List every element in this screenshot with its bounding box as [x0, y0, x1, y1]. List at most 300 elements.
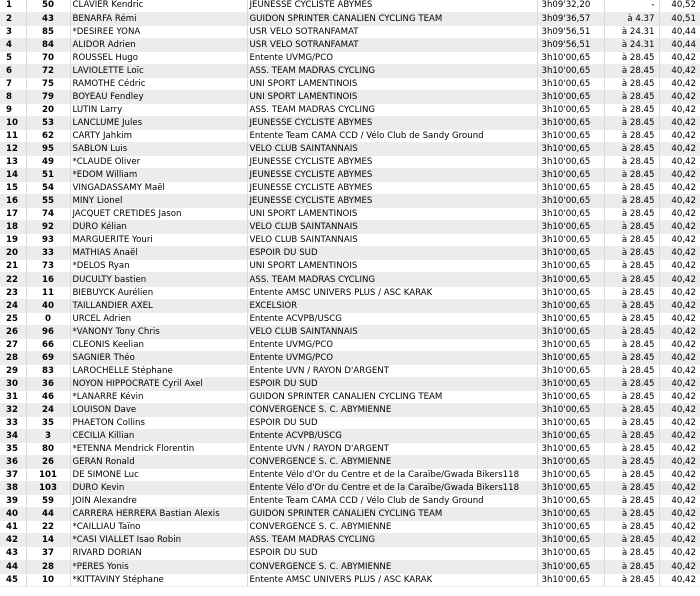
bib-cell: 103	[26, 482, 70, 495]
team-cell: CONVERGENCE S. C. ABYMIENNE	[247, 521, 537, 534]
rider-name-cell: LAVIOLETTE Loïc	[70, 64, 247, 77]
speed-cell: 40,42	[659, 260, 700, 273]
time-cell: 3h10'00,65	[537, 51, 604, 64]
rider-name-cell: SABLON Luis	[70, 143, 247, 156]
table-row	[0, 325, 700, 338]
rank-cell: 26	[0, 325, 26, 338]
speed-cell: 40,42	[659, 547, 700, 560]
table-row	[0, 64, 700, 77]
bib-cell: 22	[26, 521, 70, 534]
gap-cell: à 28.45	[604, 260, 659, 273]
rider-name-cell: GERAN Ronald	[70, 456, 247, 469]
speed-cell: 40,42	[659, 573, 700, 586]
team-cell: ASS. TEAM MADRAS CYCLING	[247, 103, 537, 116]
table-row	[0, 103, 700, 116]
rank-cell: 43	[0, 547, 26, 560]
table-row	[0, 547, 700, 560]
rank-cell: 40	[0, 508, 26, 521]
speed-cell: 40,42	[659, 169, 700, 182]
speed-cell: 40,42	[659, 390, 700, 403]
rider-name-cell: MINY Lionel	[70, 195, 247, 208]
team-cell: ASS. TEAM MADRAS CYCLING	[247, 273, 537, 286]
rank-cell: 5	[0, 51, 26, 64]
team-cell: Entente UVMG/PCO	[247, 351, 537, 364]
time-cell: 3h10'00,65	[537, 273, 604, 286]
time-cell: 3h10'00,65	[537, 417, 604, 430]
speed-cell: 40,42	[659, 64, 700, 77]
rider-name-cell: *LANARRE Kévin	[70, 390, 247, 403]
team-cell: VELO CLUB SAINTANNAIS	[247, 221, 537, 234]
table-row	[0, 390, 700, 403]
gap-cell: à 28.45	[604, 129, 659, 142]
gap-cell: à 28.45	[604, 247, 659, 260]
bib-cell: 83	[26, 364, 70, 377]
bib-cell: 43	[26, 12, 70, 25]
table-row	[0, 573, 700, 586]
team-cell: CONVERGENCE S. C. ABYMIENNE	[247, 560, 537, 573]
rank-cell: 44	[0, 560, 26, 573]
speed-cell: 40,42	[659, 443, 700, 456]
rank-cell: 1	[0, 0, 26, 12]
team-cell: JEUNESSE CYCLISTE ABYMES	[247, 0, 537, 12]
speed-cell: 40,42	[659, 338, 700, 351]
team-cell: ASS. TEAM MADRAS CYCLING	[247, 64, 537, 77]
rank-cell: 39	[0, 495, 26, 508]
rider-name-cell: DURO Kevin	[70, 482, 247, 495]
team-cell: VELO CLUB SAINTANNAIS	[247, 234, 537, 247]
rank-cell: 3	[0, 25, 26, 38]
bib-cell: 33	[26, 247, 70, 260]
bib-cell: 46	[26, 390, 70, 403]
table-row	[0, 273, 700, 286]
bib-cell: 62	[26, 129, 70, 142]
table-row	[0, 534, 700, 547]
speed-cell: 40,51	[659, 12, 700, 25]
rider-name-cell: ROUSSEL Hugo	[70, 51, 247, 64]
rank-cell: 7	[0, 77, 26, 90]
rider-name-cell: ALIDOR Adrien	[70, 38, 247, 51]
rider-name-cell: VINGADASSAMY Maël	[70, 182, 247, 195]
speed-cell: 40,42	[659, 143, 700, 156]
speed-cell: 40,42	[659, 364, 700, 377]
gap-cell: à 28.45	[604, 64, 659, 77]
time-cell: 3h09'36,57	[537, 12, 604, 25]
rank-cell: 38	[0, 482, 26, 495]
time-cell: 3h10'00,65	[537, 247, 604, 260]
table-row	[0, 129, 700, 142]
gap-cell: à 28.45	[604, 325, 659, 338]
rider-name-cell: TAILLANDIER AXEL	[70, 299, 247, 312]
rank-cell: 42	[0, 534, 26, 547]
rank-cell: 23	[0, 286, 26, 299]
time-cell: 3h10'00,65	[537, 299, 604, 312]
time-cell: 3h10'00,65	[537, 390, 604, 403]
speed-cell: 40,42	[659, 417, 700, 430]
gap-cell: à 28.45	[604, 312, 659, 325]
bib-cell: 51	[26, 169, 70, 182]
time-cell: 3h10'00,65	[537, 182, 604, 195]
rank-cell: 24	[0, 299, 26, 312]
gap-cell: -	[604, 0, 659, 12]
team-cell: Entente AMSC UNIVERS PLUS / ASC KARAK	[247, 286, 537, 299]
rider-name-cell: *VANONY Tony Chris	[70, 325, 247, 338]
table-row	[0, 469, 700, 482]
table-row	[0, 234, 700, 247]
gap-cell: à 28.45	[604, 573, 659, 586]
bib-cell: 101	[26, 469, 70, 482]
team-cell: CONVERGENCE S. C. ABYMIENNE	[247, 403, 537, 416]
gap-cell: à 28.45	[604, 390, 659, 403]
rank-cell: 12	[0, 143, 26, 156]
time-cell: 3h09'56,51	[537, 38, 604, 51]
speed-cell: 40,42	[659, 377, 700, 390]
rider-name-cell: *CAILLIAU Taïno	[70, 521, 247, 534]
bib-cell: 95	[26, 143, 70, 156]
bib-cell: 11	[26, 286, 70, 299]
rank-cell: 9	[0, 103, 26, 116]
time-cell: 3h10'00,65	[537, 534, 604, 547]
gap-cell: à 28.45	[604, 495, 659, 508]
rank-cell: 45	[0, 573, 26, 586]
gap-cell: à 28.45	[604, 560, 659, 573]
bib-cell: 37	[26, 547, 70, 560]
time-cell: 3h10'00,65	[537, 260, 604, 273]
table-row	[0, 90, 700, 103]
team-cell: GUIDON SPRINTER CANALIEN CYCLING TEAM	[247, 12, 537, 25]
table-row	[0, 38, 700, 51]
team-cell: Entente UVMG/PCO	[247, 338, 537, 351]
time-cell: 3h09'32,20	[537, 0, 604, 12]
rank-cell: 41	[0, 521, 26, 534]
time-cell: 3h10'00,65	[537, 430, 604, 443]
team-cell: GUIDON SPRINTER CANALIEN CYCLING TEAM	[247, 390, 537, 403]
table-row	[0, 364, 700, 377]
gap-cell: à 28.45	[604, 182, 659, 195]
table-row	[0, 299, 700, 312]
speed-cell: 40,42	[659, 482, 700, 495]
time-cell: 3h10'00,65	[537, 234, 604, 247]
rank-cell: 18	[0, 221, 26, 234]
gap-cell: à 28.45	[604, 377, 659, 390]
table-row	[0, 77, 700, 90]
rider-name-cell: CARRERA HERRERA Bastian Alexis	[70, 508, 247, 521]
rank-cell: 25	[0, 312, 26, 325]
speed-cell: 40,42	[659, 521, 700, 534]
rank-cell: 4	[0, 38, 26, 51]
team-cell: USR VELO SOTRANFAMAT	[247, 25, 537, 38]
team-cell: UNI SPORT LAMENTINOIS	[247, 77, 537, 90]
time-cell: 3h10'00,65	[537, 129, 604, 142]
table-row	[0, 482, 700, 495]
rider-name-cell: RIVARD DORIAN	[70, 547, 247, 560]
bib-cell: 3	[26, 430, 70, 443]
bib-cell: 54	[26, 182, 70, 195]
time-cell: 3h10'00,65	[537, 221, 604, 234]
rider-name-cell: *DESIREE YONA	[70, 25, 247, 38]
table-row	[0, 156, 700, 169]
team-cell: EXCELSIOR	[247, 299, 537, 312]
team-cell: VELO CLUB SAINTANNAIS	[247, 143, 537, 156]
rider-name-cell: LANCLUME Jules	[70, 116, 247, 129]
time-cell: 3h10'00,65	[537, 508, 604, 521]
speed-cell: 40,42	[659, 247, 700, 260]
gap-cell: à 24.31	[604, 38, 659, 51]
time-cell: 3h10'00,65	[537, 364, 604, 377]
rank-cell: 20	[0, 247, 26, 260]
team-cell: Entente UVN / RAYON D'ARGENT	[247, 443, 537, 456]
bib-cell: 55	[26, 195, 70, 208]
bib-cell: 14	[26, 534, 70, 547]
gap-cell: à 28.45	[604, 417, 659, 430]
table-row	[0, 351, 700, 364]
speed-cell: 40,42	[659, 195, 700, 208]
rider-name-cell: SAGNIER Théo	[70, 351, 247, 364]
rider-name-cell: LUTIN Larry	[70, 103, 247, 116]
speed-cell: 40,42	[659, 182, 700, 195]
time-cell: 3h10'00,65	[537, 560, 604, 573]
gap-cell: à 4.37	[604, 12, 659, 25]
team-cell: GUIDON SPRINTER CANALIEN CYCLING TEAM	[247, 508, 537, 521]
gap-cell: à 28.45	[604, 482, 659, 495]
time-cell: 3h10'00,65	[537, 143, 604, 156]
time-cell: 3h10'00,65	[537, 403, 604, 416]
speed-cell: 40,42	[659, 51, 700, 64]
team-cell: ASS. TEAM MADRAS CYCLING	[247, 534, 537, 547]
bib-cell: 28	[26, 560, 70, 573]
rider-name-cell: CECILIA Killian	[70, 430, 247, 443]
speed-cell: 40,42	[659, 403, 700, 416]
rider-name-cell: MATHIAS Anaël	[70, 247, 247, 260]
team-cell: ESPOIR DU SUD	[247, 377, 537, 390]
team-cell: JEUNESSE CYCLISTE ABYMES	[247, 182, 537, 195]
speed-cell: 40,44	[659, 38, 700, 51]
table-row	[0, 312, 700, 325]
time-cell: 3h10'00,65	[537, 77, 604, 90]
rank-cell: 28	[0, 351, 26, 364]
speed-cell: 40,42	[659, 560, 700, 573]
rank-cell: 8	[0, 90, 26, 103]
bib-cell: 10	[26, 573, 70, 586]
rider-name-cell: NOYON HIPPOCRATE Cyril Axel	[70, 377, 247, 390]
time-cell: 3h10'00,65	[537, 64, 604, 77]
time-cell: 3h10'00,65	[537, 443, 604, 456]
bib-cell: 93	[26, 234, 70, 247]
rider-name-cell: BIEBUYCK Aurélien	[70, 286, 247, 299]
bib-cell: 53	[26, 116, 70, 129]
table-row	[0, 221, 700, 234]
rank-cell: 21	[0, 260, 26, 273]
rank-cell: 34	[0, 430, 26, 443]
rider-name-cell: RAMOTHE Cédric	[70, 77, 247, 90]
gap-cell: à 28.45	[604, 51, 659, 64]
speed-cell: 40,42	[659, 495, 700, 508]
team-cell: JEUNESSE CYCLISTE ABYMES	[247, 195, 537, 208]
gap-cell: à 28.45	[604, 456, 659, 469]
speed-cell: 40,44	[659, 25, 700, 38]
rider-name-cell: CLAVIER Kendric	[70, 0, 247, 12]
rank-cell: 27	[0, 338, 26, 351]
gap-cell: à 28.45	[604, 156, 659, 169]
speed-cell: 40,42	[659, 430, 700, 443]
time-cell: 3h10'00,65	[537, 521, 604, 534]
rank-cell: 15	[0, 182, 26, 195]
team-cell: JEUNESSE CYCLISTE ABYMES	[247, 156, 537, 169]
speed-cell: 40,42	[659, 234, 700, 247]
speed-cell: 40,42	[659, 312, 700, 325]
team-cell: Entente UVMG/PCO	[247, 51, 537, 64]
rider-name-cell: LAROCHELLE Stéphane	[70, 364, 247, 377]
table-row	[0, 560, 700, 573]
bib-cell: 85	[26, 25, 70, 38]
speed-cell: 40,42	[659, 508, 700, 521]
bib-cell: 59	[26, 495, 70, 508]
gap-cell: à 28.45	[604, 299, 659, 312]
rider-name-cell: *EDOM William	[70, 169, 247, 182]
speed-cell: 40,42	[659, 325, 700, 338]
table-row	[0, 403, 700, 416]
gap-cell: à 28.45	[604, 338, 659, 351]
team-cell: Entente Team CAMA CCD / Vélo Club de Sandy Ground	[247, 495, 537, 508]
speed-cell: 40,42	[659, 156, 700, 169]
rank-cell: 36	[0, 456, 26, 469]
rank-cell: 19	[0, 234, 26, 247]
speed-cell: 40,42	[659, 534, 700, 547]
time-cell: 3h10'00,65	[537, 547, 604, 560]
team-cell: UNI SPORT LAMENTINOIS	[247, 90, 537, 103]
team-cell: UNI SPORT LAMENTINOIS	[247, 260, 537, 273]
rank-cell: 17	[0, 208, 26, 221]
table-row	[0, 456, 700, 469]
team-cell: Entente Vélo d'Or du Centre et de la Caraïbe/Gwada Bikers118	[247, 469, 537, 482]
rider-name-cell: DUCULTY bastien	[70, 273, 247, 286]
rider-name-cell: *ETENNA Mendrick Florentin	[70, 443, 247, 456]
speed-cell: 40,42	[659, 299, 700, 312]
gap-cell: à 28.45	[604, 430, 659, 443]
rider-name-cell: LOUISON Dave	[70, 403, 247, 416]
team-cell: UNI SPORT LAMENTINOIS	[247, 208, 537, 221]
rank-cell: 13	[0, 156, 26, 169]
rider-name-cell: CLEONIS Keelian	[70, 338, 247, 351]
bib-cell: 24	[26, 403, 70, 416]
speed-cell: 40,42	[659, 221, 700, 234]
bib-cell: 96	[26, 325, 70, 338]
rank-cell: 11	[0, 129, 26, 142]
time-cell: 3h10'00,65	[537, 351, 604, 364]
gap-cell: à 28.45	[604, 547, 659, 560]
team-cell: Entente ACVPB/USCG	[247, 430, 537, 443]
table-row	[0, 25, 700, 38]
gap-cell: à 28.45	[604, 103, 659, 116]
time-cell: 3h10'00,65	[537, 156, 604, 169]
team-cell: JEUNESSE CYCLISTE ABYMES	[247, 116, 537, 129]
gap-cell: à 28.45	[604, 234, 659, 247]
team-cell: CONVERGENCE S. C. ABYMIENNE	[247, 456, 537, 469]
speed-cell: 40,42	[659, 103, 700, 116]
team-cell: Entente UVN / RAYON D'ARGENT	[247, 364, 537, 377]
rank-cell: 37	[0, 469, 26, 482]
gap-cell: à 28.45	[604, 77, 659, 90]
bib-cell: 49	[26, 156, 70, 169]
bib-cell: 26	[26, 456, 70, 469]
bib-cell: 75	[26, 77, 70, 90]
bib-cell: 16	[26, 273, 70, 286]
rank-cell: 2	[0, 12, 26, 25]
bib-cell: 35	[26, 417, 70, 430]
time-cell: 3h10'00,65	[537, 169, 604, 182]
time-cell: 3h10'00,65	[537, 286, 604, 299]
time-cell: 3h10'00,65	[537, 456, 604, 469]
bib-cell: 74	[26, 208, 70, 221]
rank-cell: 22	[0, 273, 26, 286]
time-cell: 3h10'00,65	[537, 495, 604, 508]
bib-cell: 66	[26, 338, 70, 351]
team-cell: Entente Vélo d'Or du Centre et de la Caraïbe/Gwada Bikers118	[247, 482, 537, 495]
rank-cell: 30	[0, 377, 26, 390]
gap-cell: à 28.45	[604, 403, 659, 416]
time-cell: 3h10'00,65	[537, 482, 604, 495]
team-cell: Entente AMSC UNIVERS PLUS / ASC KARAK	[247, 573, 537, 586]
rider-name-cell: JOIN Alexandre	[70, 495, 247, 508]
rider-name-cell: BOYEAU Fendley	[70, 90, 247, 103]
gap-cell: à 28.45	[604, 351, 659, 364]
table-row	[0, 260, 700, 273]
gap-cell: à 28.45	[604, 169, 659, 182]
rider-name-cell: *CLAUDE Oliver	[70, 156, 247, 169]
bib-cell: 70	[26, 51, 70, 64]
rider-name-cell: URCEL Adrien	[70, 312, 247, 325]
rider-name-cell: *KITTAVINY Stéphane	[70, 573, 247, 586]
team-cell: ESPOIR DU SUD	[247, 417, 537, 430]
table-row	[0, 0, 700, 12]
bib-cell: 92	[26, 221, 70, 234]
bib-cell: 0	[26, 312, 70, 325]
table-row	[0, 51, 700, 64]
rider-name-cell: *CASI VIALLET Isao Robin	[70, 534, 247, 547]
time-cell: 3h10'00,65	[537, 325, 604, 338]
time-cell: 3h10'00,65	[537, 312, 604, 325]
rider-name-cell: DURO Kélian	[70, 221, 247, 234]
table-row	[0, 495, 700, 508]
gap-cell: à 28.45	[604, 208, 659, 221]
table-row	[0, 338, 700, 351]
gap-cell: à 28.45	[604, 286, 659, 299]
speed-cell: 40,42	[659, 116, 700, 129]
time-cell: 3h10'00,65	[537, 195, 604, 208]
table-row	[0, 286, 700, 299]
table-row	[0, 417, 700, 430]
rank-cell: 10	[0, 116, 26, 129]
gap-cell: à 28.45	[604, 143, 659, 156]
team-cell: ESPOIR DU SUD	[247, 247, 537, 260]
gap-cell: à 28.45	[604, 443, 659, 456]
rank-cell: 16	[0, 195, 26, 208]
time-cell: 3h09'56,51	[537, 25, 604, 38]
rider-name-cell: PHAETON Collins	[70, 417, 247, 430]
rank-cell: 35	[0, 443, 26, 456]
speed-cell: 40,42	[659, 129, 700, 142]
table-row	[0, 12, 700, 25]
team-cell: Entente ACVPB/USCG	[247, 312, 537, 325]
time-cell: 3h10'00,65	[537, 338, 604, 351]
gap-cell: à 28.45	[604, 469, 659, 482]
table-row	[0, 208, 700, 221]
speed-cell: 40,42	[659, 77, 700, 90]
table-row	[0, 430, 700, 443]
gap-cell: à 28.45	[604, 195, 659, 208]
time-cell: 3h10'00,65	[537, 90, 604, 103]
bib-cell: 36	[26, 377, 70, 390]
time-cell: 3h10'00,65	[537, 469, 604, 482]
